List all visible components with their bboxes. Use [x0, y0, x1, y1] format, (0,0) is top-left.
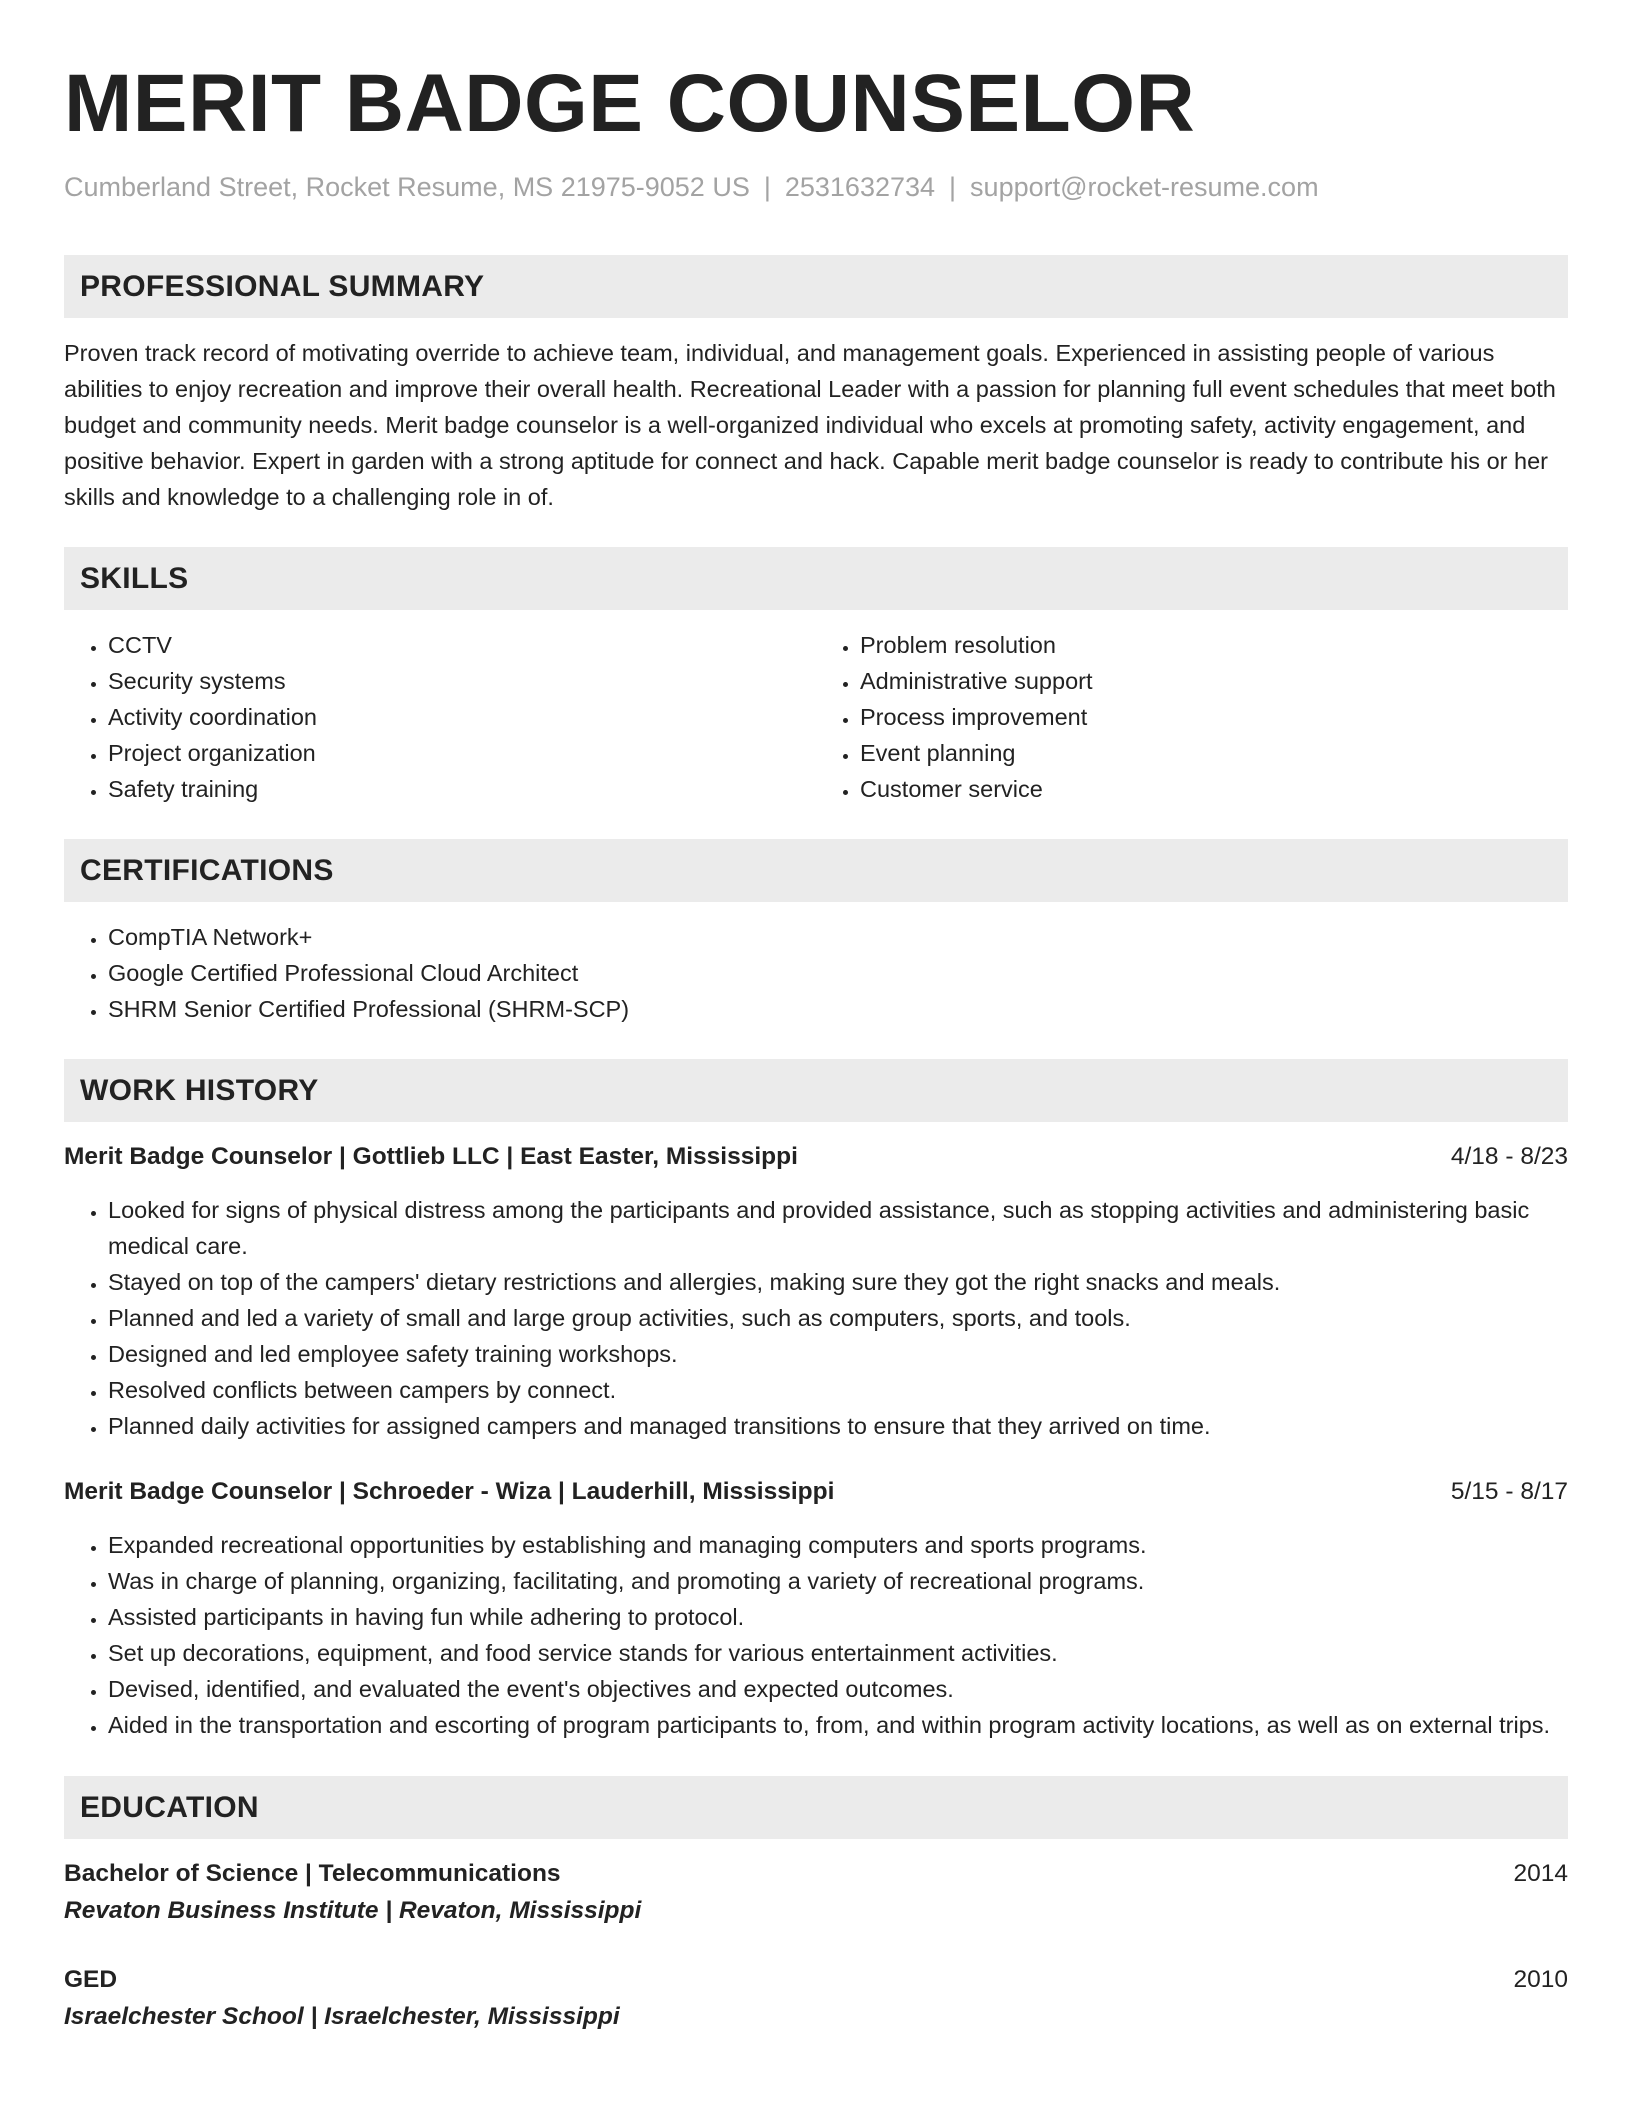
job-title: Merit Badge Counselor | Gottlieb LLC | East Easter, Mississippi: [64, 1143, 798, 1170]
education-section-header: [64, 1776, 1568, 1839]
skill-item: • Project organization: [108, 735, 816, 771]
certifications-list: [64, 919, 1568, 1027]
skills-section-header: [64, 547, 1568, 610]
education-header: [64, 1963, 1568, 1997]
contact-line: [64, 170, 1568, 204]
education-header: [64, 1857, 1568, 1891]
skills-column-right: [816, 627, 1568, 807]
certification-item: • Google Certified Professional Cloud Architect: [108, 955, 1568, 991]
skill-item: • Problem resolution: [860, 627, 1568, 663]
education-school: Revaton Business Institute | Revaton, Mississippi: [64, 1897, 642, 1924]
contact-separator: |: [763, 172, 771, 202]
summary-text: Proven track record of motivating override to achieve team, individual, and management goals. Experienced in assisting people of various abilities to enjoy recreation and improve their overall health. Recreational Leader with a passion for planning full event schedules that meet both budget and community needs. Merit badge counselor is a well-organized individual who excels at promoting safety, activity engagement, and positive behavior. Expert in garden with a strong aptitude for connect and hack. Capable merit badge counselor is ready to contribute his or her skills and knowledge to a challenging role in of.: [64, 340, 1556, 510]
skill-item: • Event planning: [860, 735, 1568, 771]
skill-item: • Activity coordination: [108, 699, 816, 735]
job-bullet: • Planned daily activities for assigned campers and managed transitions to ensure that they arrived on time.: [108, 1408, 1568, 1444]
job-entry: [64, 1140, 1568, 1444]
education-entry: [64, 1857, 1568, 1928]
skill-item: • CCTV: [108, 627, 816, 663]
education-school: Israelchester School | Israelchester, Mississippi: [64, 2003, 620, 2030]
skill-item: • Security systems: [108, 663, 816, 699]
job-header: [64, 1140, 1568, 1174]
job-bullet: • Looked for signs of physical distress among the participants and provided assistance, such as stopping activities and administering basic medical care.: [108, 1192, 1568, 1264]
skills-heading: SKILLS: [80, 561, 189, 595]
job-dates: 4/18 - 8/23: [1450, 1143, 1568, 1170]
contact-address: Cumberland Street, Rocket Resume, MS 21975-9052 US: [64, 172, 750, 202]
job-bullet: • Designed and led employee safety training workshops.: [108, 1336, 1568, 1372]
certification-item: • CompTIA Network+: [108, 919, 1568, 955]
candidate-name: MERIT BADGE COUNSELOR: [64, 58, 1196, 149]
skills-column-left: [64, 627, 816, 807]
job-bullets: [64, 1192, 1568, 1444]
work-section-header: [64, 1059, 1568, 1122]
education-entry: [64, 1963, 1568, 2034]
education-year: 2014: [1513, 1860, 1568, 1887]
contact-phone: 2531632734: [784, 172, 936, 202]
education-degree: GED: [64, 1966, 118, 1993]
summary-heading: PROFESSIONAL SUMMARY: [80, 269, 485, 303]
job-title: Merit Badge Counselor | Schroeder - Wiza | Lauderhill, Mississippi: [64, 1478, 835, 1505]
certifications-section-header: [64, 839, 1568, 902]
skill-item: • Customer service: [860, 771, 1568, 807]
job-bullet: • Planned and led a variety of small and large group activities, such as computers, sports, and tools.: [108, 1300, 1568, 1336]
contact-email: support@rocket-resume.com: [970, 172, 1319, 202]
skill-item: • Administrative support: [860, 663, 1568, 699]
job-bullet: • Resolved conflicts between campers by connect.: [108, 1372, 1568, 1408]
job-bullet: • Assisted participants in having fun while adhering to protocol.: [108, 1599, 1568, 1635]
summary-section-header: [64, 255, 1568, 318]
work-heading: WORK HISTORY: [80, 1073, 319, 1107]
skills-list: [64, 627, 1568, 807]
education-year: 2010: [1513, 1966, 1568, 1993]
job-dates: 5/15 - 8/17: [1450, 1478, 1568, 1505]
certifications-heading: CERTIFICATIONS: [80, 853, 334, 887]
certification-item: • SHRM Senior Certified Professional (SHRM-SCP): [108, 991, 1568, 1027]
job-bullets: [64, 1527, 1568, 1743]
job-bullet: • Expanded recreational opportunities by establishing and managing computers and sports programs.: [108, 1527, 1568, 1563]
job-bullet: • Devised, identified, and evaluated the event's objectives and expected outcomes.: [108, 1671, 1568, 1707]
education-degree: Bachelor of Science | Telecommunications: [64, 1860, 561, 1887]
job-bullet: • Set up decorations, equipment, and food service stands for various entertainment activities.: [108, 1635, 1568, 1671]
skill-item: • Process improvement: [860, 699, 1568, 735]
job-entry: [64, 1475, 1568, 1743]
job-bullet: • Aided in the transportation and escorting of program participants to, from, and within program activity locations, as well as on external trips.: [108, 1707, 1568, 1743]
skill-item: • Safety training: [108, 771, 816, 807]
education-heading: EDUCATION: [80, 1790, 259, 1824]
job-header: [64, 1475, 1568, 1509]
contact-separator: |: [949, 172, 957, 202]
job-bullet: • Stayed on top of the campers' dietary restrictions and allergies, making sure they got the right snacks and meals.: [108, 1264, 1568, 1300]
job-bullet: • Was in charge of planning, organizing, facilitating, and promoting a variety of recreational programs.: [108, 1563, 1568, 1599]
